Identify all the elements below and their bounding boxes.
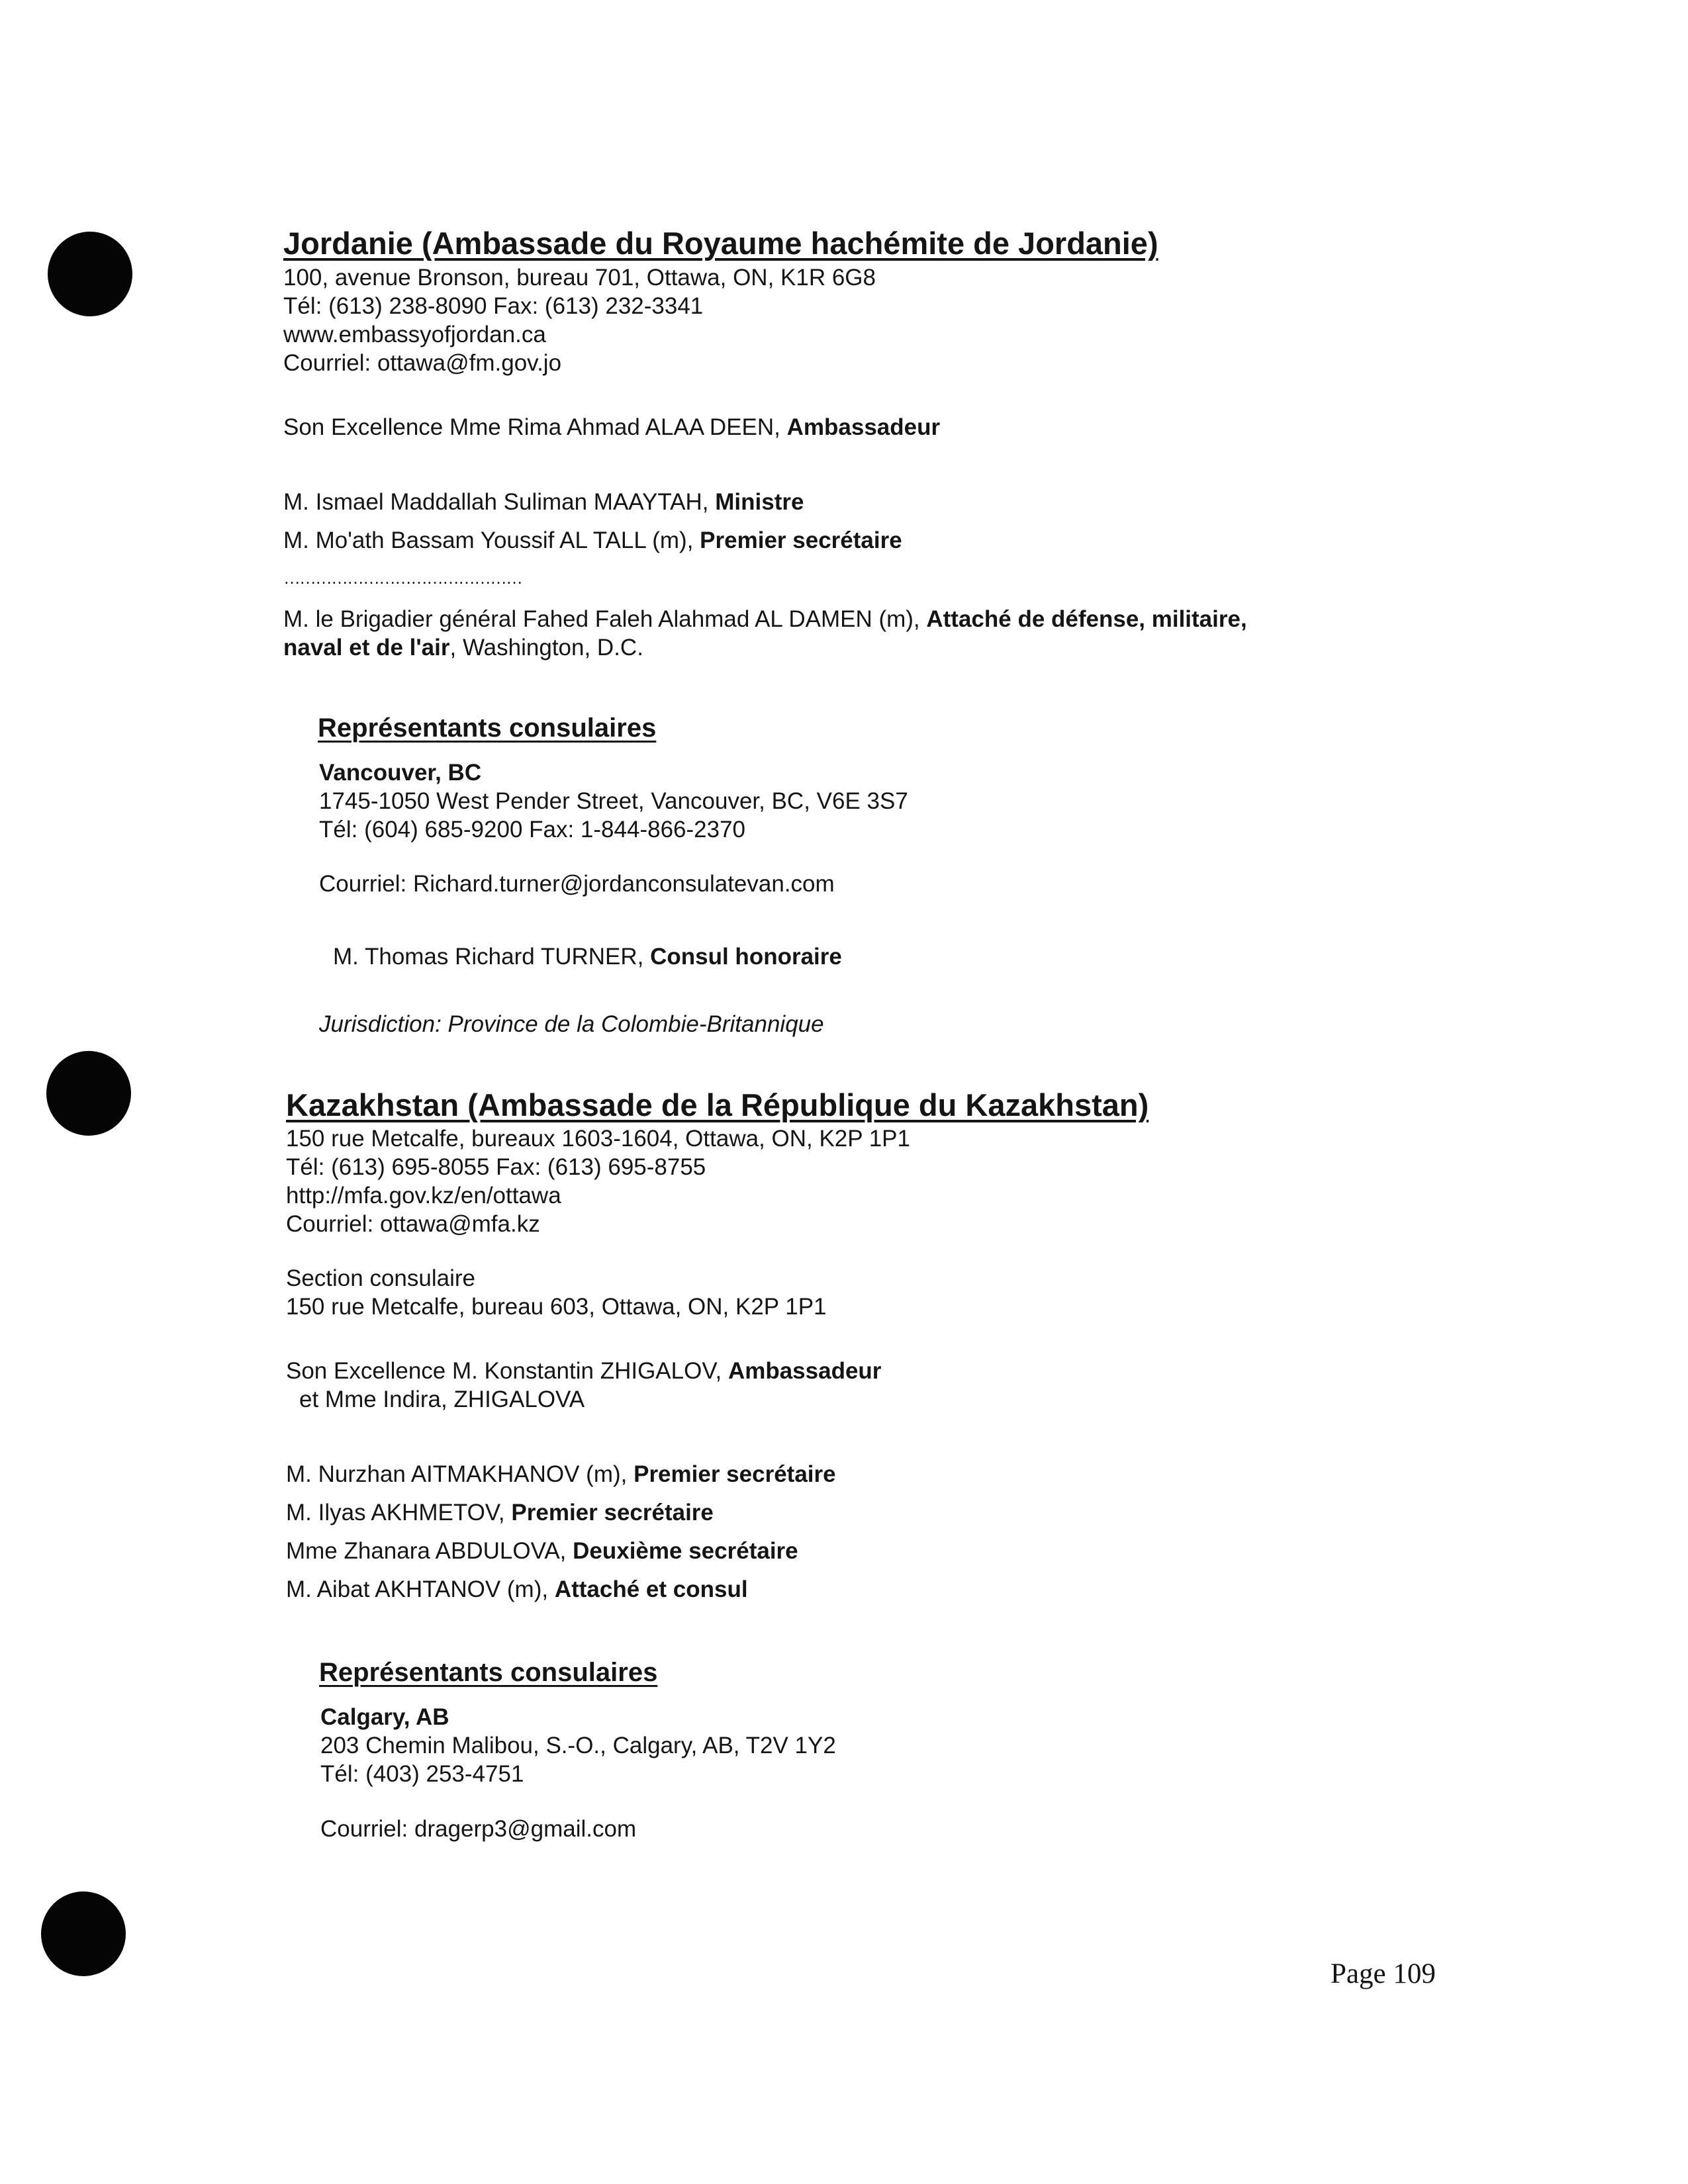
attache-title: Attaché de défense, militaire, [926,606,1247,632]
jordan-staff-2 [283,526,902,555]
kazakhstan-consular-email: Courriel: dragerp3@gmail.com [320,1816,637,1842]
kazakhstan-ambassador [286,1357,881,1385]
staff-name: M. Aibat AKHTANOV (m), [286,1576,555,1602]
kazakhstan-section-label: Section consulaire [286,1265,475,1291]
jordan-ambassador-title: Ambassadeur [786,414,941,440]
attache-location: , Washington, D.C. [449,635,643,660]
binder-hole-bottom [41,1891,126,1976]
staff-name: M. Mo'ath Bassam Youssif AL TALL (m), [283,527,700,553]
kazakhstan-heading: Kazakhstan (Ambassade de la République du Kazakhstan) [286,1087,1149,1122]
kazakhstan-consular-heading: Représentants consulaires [319,1658,658,1687]
staff-title: Deuxième secrétaire [573,1538,798,1564]
staff-name: M. Ilyas AKHMETOV, [286,1500,512,1525]
jordan-phone: Tél: (613) 238-8090 Fax: (613) 232-3341 [283,293,704,319]
kazakhstan-address: 150 rue Metcalfe, bureaux 1603-1604, Ottawa, ON, K2P 1P1 [286,1126,910,1152]
jordan-consul [333,942,842,971]
kazakhstan-consular-address: 203 Chemin Malibou, S.-O., Calgary, AB, T2V 1Y2 [320,1733,836,1758]
jordan-consular-address: 1745-1050 West Pender Street, Vancouver, BC, V6E 3S7 [319,788,908,814]
jordan-defense-attache-line2 [283,633,643,662]
page-number: Page 109 [1331,1958,1436,1989]
jordan-separator: ……………………………………… [283,568,522,588]
staff-title: Attaché et consul [554,1576,748,1602]
kazakhstan-staff-3 [286,1537,798,1565]
jordan-defense-attache-line1 [283,605,1247,633]
consul-name: M. Thomas Richard TURNER, [333,944,651,970]
jordan-jurisdiction: Jurisdiction: Province de la Colombie-Britannique [319,1011,824,1037]
staff-title: Premier secrétaire [700,527,902,553]
kazakhstan-section-address: 150 rue Metcalfe, bureau 603, Ottawa, ON, K2P 1P1 [286,1294,827,1320]
jordan-ambassador-name: Son Excellence Mme Rima Ahmad ALAA DEEN, [283,414,787,440]
jordan-consular-heading: Représentants consulaires [318,713,657,743]
staff-name: M. Ismael Maddallah Suliman MAAYTAH, [283,489,716,515]
kazakhstan-email: Courriel: ottawa@mfa.kz [286,1211,540,1237]
staff-title: Ministre [715,489,804,515]
kazakhstan-phone: Tél: (613) 695-8055 Fax: (613) 695-8755 [286,1154,706,1180]
staff-title: Premier secrétaire [633,1461,836,1487]
binder-hole-middle [46,1051,131,1136]
kazakhstan-staff-1 [286,1460,836,1488]
kazakhstan-spouse: et Mme Indira, ZHIGALOVA [299,1387,585,1412]
consul-title: Consul honoraire [650,944,842,970]
kazakhstan-website: http://mfa.gov.kz/en/ottawa [286,1183,561,1208]
kazakhstan-ambassador-title: Ambassadeur [727,1358,882,1384]
jordan-email: Courriel: ottawa@fm.gov.jo [283,350,562,376]
attache-name: M. le Brigadier général Fahed Faleh Alahmad AL DAMEN (m), [283,606,927,632]
jordan-address: 100, avenue Bronson, bureau 701, Ottawa, ON, K1R 6G8 [283,265,876,291]
jordan-ambassador [283,413,940,441]
jordan-website: www.embassyofjordan.ca [283,322,546,347]
staff-title: Premier secrétaire [511,1500,714,1525]
attache-title-cont: naval et de l'air [283,635,450,660]
kazakhstan-staff-4 [286,1575,748,1604]
jordan-consular-email: Courriel: Richard.turner@jordanconsulatevan.com [319,871,835,897]
staff-name: Mme Zhanara ABDULOVA, [286,1538,573,1564]
jordan-heading: Jordanie (Ambassade du Royaume hachémite de Jordanie) [283,226,1158,261]
staff-name: M. Nurzhan AITMAKHANOV (m), [286,1461,634,1487]
kazakhstan-consular-phone: Tél: (403) 253-4751 [320,1761,524,1787]
kazakhstan-ambassador-name: Son Excellence M. Konstantin ZHIGALOV, [286,1358,728,1384]
kazakhstan-consular-city: Calgary, AB [320,1704,449,1730]
kazakhstan-staff-2 [286,1498,714,1527]
binder-hole-top [48,232,132,316]
jordan-consular-city: Vancouver, BC [319,760,482,786]
jordan-consular-phone: Tél: (604) 685-9200 Fax: 1-844-866-2370 [319,817,746,842]
jordan-staff-1 [283,488,804,516]
